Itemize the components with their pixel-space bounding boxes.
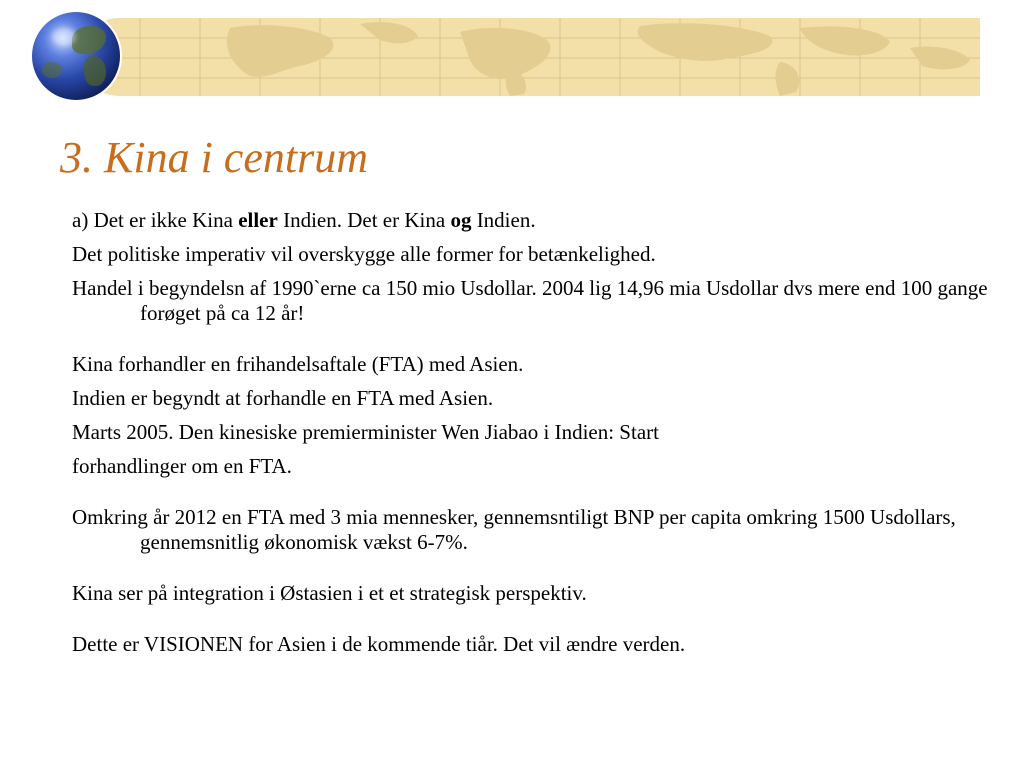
text-fragment: Indien.	[471, 208, 536, 232]
text-fragment: a) Det er ikke Kina	[72, 208, 239, 232]
continent-shape	[638, 23, 773, 61]
bold-word: eller	[238, 208, 278, 232]
continent-shape	[910, 47, 970, 70]
paragraph: Det politiske imperativ vil overskygge alle former for betænkelighed.	[72, 242, 656, 266]
continent-shape	[776, 62, 800, 96]
paragraph: Kina forhandler en frihandelsaftale (FTA) med Asien.	[72, 352, 524, 376]
paragraph: Indien er begyndt at forhandle en FTA med Asien.	[72, 386, 494, 410]
map-grid	[80, 18, 980, 96]
paragraph: forhandlinger om en FTA.	[72, 454, 292, 478]
slide-title: 3. Kina i centrum	[60, 133, 368, 182]
continent-shape	[800, 27, 890, 56]
paragraph: Dette er VISIONEN for Asien i de kommende tiår. Det vil ændre verden.	[72, 632, 686, 656]
line-kina-indien	[72, 208, 992, 233]
paragraph: Handel i begyndelsn af 1990`erne ca 150 mio Usdollar. 2004 lig 14,96 mia Usdollar dvs mere end 100 gange forøget på ca 12 år!	[72, 276, 988, 325]
continent-shape	[360, 22, 418, 43]
slide-body	[72, 208, 992, 666]
world-map-banner	[80, 18, 980, 96]
continent-shape	[227, 25, 334, 77]
globe-icon	[32, 12, 120, 100]
paragraph: Marts 2005. Den kinesiske premierminister Wen Jiabao i Indien: Start	[72, 420, 659, 444]
paragraph: Omkring år 2012 en FTA med 3 mia mennesker, gennemsntiligt BNP per capita omkring 1500 Usdollars, gennemsnitlig økonomisk vækst 6-7%.	[72, 505, 956, 554]
text-fragment: Indien. Det er Kina	[277, 208, 451, 232]
paragraph: Kina ser på integration i Østasien i et et strategisk perspektiv.	[72, 581, 587, 605]
continent-shape	[460, 28, 550, 79]
bold-word: og	[450, 208, 472, 232]
